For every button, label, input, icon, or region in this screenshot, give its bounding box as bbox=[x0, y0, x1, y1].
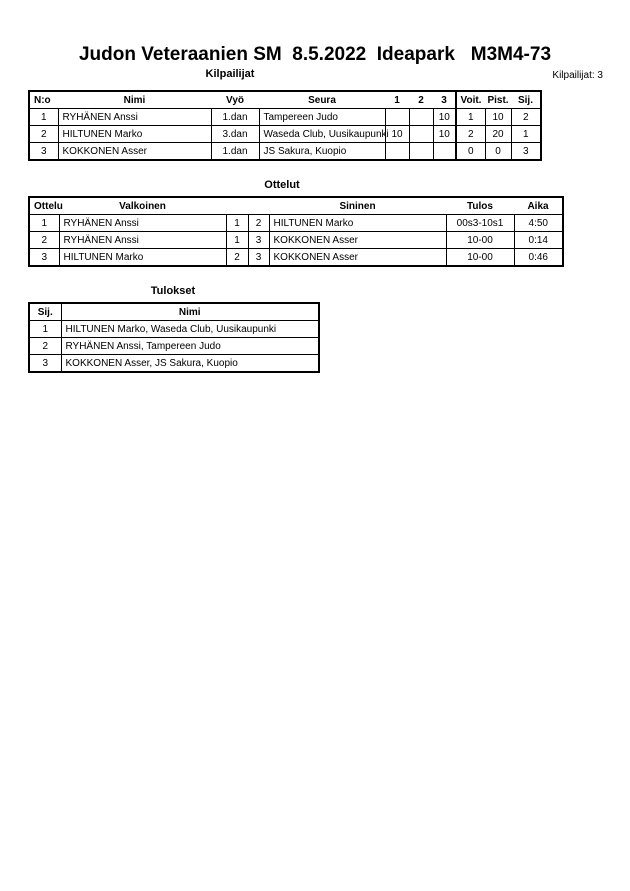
cell-score-3 bbox=[433, 143, 456, 161]
col-header-white-no bbox=[226, 197, 248, 215]
col-header-blue-no bbox=[248, 197, 269, 215]
col-header-vyo: Vyö bbox=[211, 91, 259, 109]
col-header-2: 2 bbox=[409, 91, 433, 109]
cell-nimi: RYHÄNEN Anssi, Tampereen Judo bbox=[61, 338, 319, 355]
col-header-tulos: Tulos bbox=[446, 197, 514, 215]
cell-pist: 10 bbox=[485, 109, 511, 126]
table-row bbox=[29, 355, 319, 373]
cell-score-2 bbox=[409, 109, 433, 126]
cell-white-no: 1 bbox=[226, 232, 248, 249]
cell-aika: 0:46 bbox=[514, 249, 563, 267]
cell-seura bbox=[259, 126, 389, 143]
cell-score-3: 10 bbox=[433, 126, 456, 143]
table-row bbox=[29, 338, 319, 355]
cell-score-1 bbox=[385, 109, 409, 126]
cell-nimi: KOKKONEN Asser, JS Sakura, Kuopio bbox=[61, 355, 319, 373]
cell-sininen: HILTUNEN Marko bbox=[269, 215, 446, 232]
page-title: Judon Veteraanien SM 8.5.2022 Ideapark M3M4-73 bbox=[78, 44, 552, 65]
tulokset-header-row bbox=[29, 303, 319, 321]
cell-pist: 20 bbox=[485, 126, 511, 143]
cell-score-1 bbox=[385, 143, 409, 161]
cell-sininen: KOKKONEN Asser bbox=[269, 249, 446, 267]
cell-seura: JS Sakura, Kuopio bbox=[259, 143, 385, 161]
cell-sij: 3 bbox=[511, 143, 541, 161]
col-header-voit: Voit. bbox=[456, 91, 485, 109]
col-header-seura: Seura bbox=[259, 91, 385, 109]
col-header-pist: Pist. bbox=[485, 91, 511, 109]
cell-aika: 0:14 bbox=[514, 232, 563, 249]
cell-sininen: KOKKONEN Asser bbox=[269, 232, 446, 249]
cell-ottelu: 2 bbox=[29, 232, 59, 249]
kilpailijat-heading: Kilpailijat bbox=[205, 68, 255, 80]
cell-blue-no: 3 bbox=[248, 232, 269, 249]
cell-ottelu: 1 bbox=[29, 215, 59, 232]
col-header-valkoinen: Valkoinen bbox=[59, 197, 226, 215]
cell-nimi: KOKKONEN Asser bbox=[58, 143, 211, 161]
col-header-nimi: Nimi bbox=[61, 303, 319, 321]
seura-overflow-text: Waseda Club, Uusikaupunki bbox=[263, 128, 389, 140]
col-header-sij: Sij. bbox=[511, 91, 541, 109]
ottelut-table bbox=[28, 196, 564, 267]
cell-score-2 bbox=[409, 143, 433, 161]
cell-score-3: 10 bbox=[433, 109, 456, 126]
cell-sij: 1 bbox=[511, 126, 541, 143]
cell-valkoinen: HILTUNEN Marko bbox=[59, 249, 226, 267]
table-row bbox=[29, 143, 541, 161]
cell-sij: 1 bbox=[29, 321, 61, 338]
cell-seura: Tampereen Judo bbox=[259, 109, 385, 126]
cell-aika: 4:50 bbox=[514, 215, 563, 232]
col-header-1: 1 bbox=[385, 91, 409, 109]
cell-sij: 3 bbox=[29, 355, 61, 373]
cell-voit: 1 bbox=[456, 109, 485, 126]
cell-vyo: 3.dan bbox=[211, 126, 259, 143]
cell-tulos: 10-00 bbox=[446, 232, 514, 249]
tulokset-heading: Tulokset bbox=[150, 285, 196, 297]
cell-vyo: 1.dan bbox=[211, 109, 259, 126]
cell-white-no: 2 bbox=[226, 249, 248, 267]
cell-ottelu: 3 bbox=[29, 249, 59, 267]
cell-valkoinen: RYHÄNEN Anssi bbox=[59, 232, 226, 249]
cell-tulos: 00s3-10s1 bbox=[446, 215, 514, 232]
table-row bbox=[29, 126, 541, 143]
kilpailijat-table bbox=[28, 90, 542, 161]
cell-nimi: HILTUNEN Marko bbox=[58, 126, 211, 143]
col-header-no: N:o bbox=[29, 91, 58, 109]
cell-no: 3 bbox=[29, 143, 58, 161]
cell-tulos: 10-00 bbox=[446, 249, 514, 267]
cell-voit: 0 bbox=[456, 143, 485, 161]
competitor-count: Kilpailijat: 3 bbox=[552, 70, 603, 81]
table-row bbox=[29, 109, 541, 126]
cell-nimi: RYHÄNEN Anssi bbox=[58, 109, 211, 126]
ottelut-header-row bbox=[29, 197, 563, 215]
kilpailijat-header-row bbox=[29, 91, 541, 109]
table-row bbox=[29, 232, 563, 249]
col-header-3: 3 bbox=[433, 91, 456, 109]
cell-pist: 0 bbox=[485, 143, 511, 161]
ottelut-heading: Ottelut bbox=[264, 179, 300, 191]
col-header-nimi: Nimi bbox=[58, 91, 211, 109]
cell-no: 2 bbox=[29, 126, 58, 143]
table-row bbox=[29, 321, 319, 338]
cell-voit: 2 bbox=[456, 126, 485, 143]
tulokset-table bbox=[28, 302, 320, 373]
col-header-sij: Sij. bbox=[29, 303, 61, 321]
table-row bbox=[29, 249, 563, 267]
col-header-aika: Aika bbox=[514, 197, 563, 215]
cell-blue-no: 2 bbox=[248, 215, 269, 232]
col-header-ottelu: Ottelu bbox=[29, 197, 59, 215]
cell-no: 1 bbox=[29, 109, 58, 126]
col-header-sininen: Sininen bbox=[269, 197, 446, 215]
cell-blue-no: 3 bbox=[248, 249, 269, 267]
cell-score-2 bbox=[409, 126, 433, 143]
cell-sij: 2 bbox=[511, 109, 541, 126]
cell-white-no: 1 bbox=[226, 215, 248, 232]
cell-vyo: 1.dan bbox=[211, 143, 259, 161]
cell-nimi: HILTUNEN Marko, Waseda Club, Uusikaupunki bbox=[61, 321, 319, 338]
cell-score-1: 10 bbox=[385, 126, 409, 143]
table-row bbox=[29, 215, 563, 232]
cell-valkoinen: RYHÄNEN Anssi bbox=[59, 215, 226, 232]
cell-sij: 2 bbox=[29, 338, 61, 355]
